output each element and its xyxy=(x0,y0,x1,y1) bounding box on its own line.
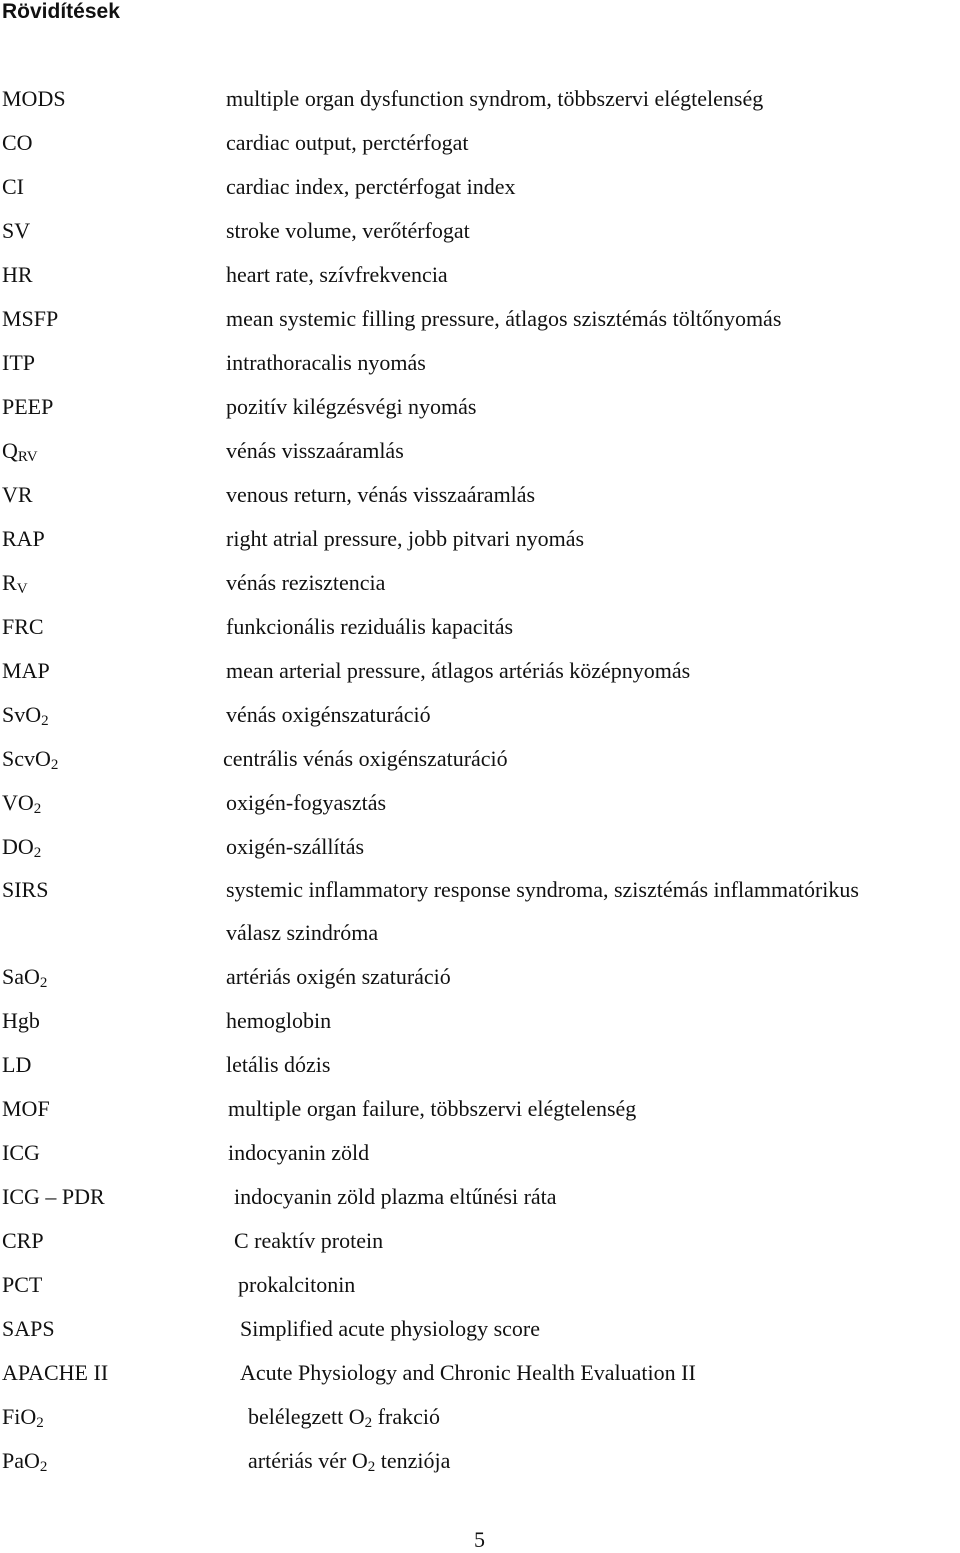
abbreviation-text: PCT xyxy=(2,1272,43,1297)
definition-text: artériás oxigén szaturáció xyxy=(226,964,451,989)
definition-text: indocyanin zöld plazma eltűnési ráta xyxy=(234,1184,557,1209)
abbreviation xyxy=(2,746,58,772)
definition-text: belélegzett O xyxy=(248,1404,365,1429)
definition xyxy=(226,262,448,288)
definition xyxy=(226,306,781,332)
abbreviation xyxy=(2,438,38,464)
abbreviation xyxy=(2,1316,55,1342)
abbreviation-text: PEEP xyxy=(2,394,54,419)
abbreviation xyxy=(2,174,24,200)
abbreviation-text: MODS xyxy=(2,86,66,111)
abbreviation-text: CRP xyxy=(2,1228,44,1253)
abbreviation-text: APACHE II xyxy=(2,1360,109,1385)
abbreviation-text: VO xyxy=(2,790,34,815)
definition-text: hemoglobin xyxy=(226,1008,332,1033)
abbreviation xyxy=(2,1272,42,1298)
abbreviation xyxy=(2,218,30,244)
definition xyxy=(226,130,468,156)
abbreviation-text: SV xyxy=(2,218,31,243)
definition-text: oxigén-szállítás xyxy=(226,834,365,859)
abbreviation-text: ScvO xyxy=(2,746,51,771)
abbreviation-subscript: 2 xyxy=(33,845,42,861)
abbreviation xyxy=(2,614,44,640)
definition-text: vénás visszaáramlás xyxy=(226,438,404,463)
abbreviation-text: ITP xyxy=(2,350,35,375)
abbreviation-text: Q xyxy=(2,438,18,463)
definition xyxy=(226,570,385,596)
abbreviation-text: ICG xyxy=(2,1140,40,1165)
definition xyxy=(238,1272,355,1298)
definition xyxy=(248,1448,450,1474)
abbreviation-text: MOF xyxy=(2,1096,50,1121)
definition xyxy=(226,174,516,200)
abbreviation xyxy=(2,1096,50,1122)
abbreviation-text: RAP xyxy=(2,526,45,551)
abbreviation-text: SaO xyxy=(2,964,40,989)
abbreviation xyxy=(2,306,58,332)
definition xyxy=(226,790,386,816)
abbreviation-subscript: 2 xyxy=(41,713,49,729)
definition-text: letális dózis xyxy=(226,1052,331,1077)
definition xyxy=(226,86,763,112)
definition-text: mean systemic filling pressure, átlagos szisztémás töltőnyomás xyxy=(226,306,782,331)
abbreviation xyxy=(2,1140,40,1166)
abbreviation-text: CO xyxy=(2,130,33,155)
abbreviation xyxy=(2,877,48,903)
definition xyxy=(226,1008,331,1034)
definition xyxy=(234,1228,383,1254)
abbreviation-text: SAPS xyxy=(2,1316,55,1341)
definition xyxy=(226,394,477,420)
definition-text: venous return, vénás visszaáramlás xyxy=(226,482,536,507)
abbreviation xyxy=(2,394,53,420)
abbreviation xyxy=(2,1228,44,1254)
definition-text-after: frakció xyxy=(372,1404,440,1429)
abbreviation xyxy=(2,526,45,552)
abbreviation-text: LD xyxy=(2,1052,32,1077)
definition-text: Acute Physiology and Chronic Health Evaluation II xyxy=(240,1360,696,1385)
definition-text: multiple organ dysfunction syndrom, többszervi elégtelenség xyxy=(226,86,764,111)
abbreviation xyxy=(2,130,33,156)
definition-continuation: válasz szindróma xyxy=(226,920,379,945)
abbreviation-text: SvO xyxy=(2,702,42,727)
definition-text: C reaktív protein xyxy=(234,1228,384,1253)
abbreviation-text: PaO xyxy=(2,1448,40,1473)
abbreviation-text: FRC xyxy=(2,614,44,639)
abbreviation xyxy=(2,570,28,596)
definition-text: systemic inflammatory response syndroma, szisztémás inflammatórikus xyxy=(226,877,859,902)
definition xyxy=(226,218,470,244)
definition xyxy=(226,702,431,728)
definition-text: Simplified acute physiology score xyxy=(240,1316,540,1341)
abbreviation-text: VR xyxy=(2,482,33,507)
abbreviation xyxy=(2,834,41,860)
abbreviation-text: FiO xyxy=(2,1404,37,1429)
abbreviation-text: ICG – PDR xyxy=(2,1184,105,1209)
definition-subscript: 2 xyxy=(367,1459,376,1475)
definition xyxy=(226,482,535,508)
abbreviation-text: CI xyxy=(2,174,24,199)
abbreviation-subscript: V xyxy=(16,581,28,597)
definition-text: cardiac output, perctérfogat xyxy=(226,130,469,155)
definition-text: indocyanin zöld xyxy=(228,1140,370,1165)
definition xyxy=(226,877,859,903)
abbreviation xyxy=(2,658,50,684)
definition xyxy=(226,964,451,990)
abbreviation xyxy=(2,350,35,376)
definition-text: centrális vénás oxigénszaturáció xyxy=(223,746,508,771)
abbreviation-text: Hgb xyxy=(2,1008,40,1033)
abbreviation-text: HR xyxy=(2,262,33,287)
definition-text: multiple organ failure, többszervi elégtelenség xyxy=(228,1096,637,1121)
abbreviation-subscript: 2 xyxy=(36,1415,44,1431)
abbreviation xyxy=(2,86,66,112)
definition xyxy=(228,1140,369,1166)
definition xyxy=(234,1184,557,1210)
abbreviation xyxy=(2,1448,47,1474)
abbreviation xyxy=(2,1052,31,1078)
definition-subscript: 2 xyxy=(364,1415,373,1431)
definition xyxy=(226,614,513,640)
definition-text: right atrial pressure, jobb pitvari nyomás xyxy=(226,526,585,551)
definition-text-after: tenziója xyxy=(375,1448,451,1473)
definition-text: intrathoracalis nyomás xyxy=(226,350,426,375)
abbreviation-subscript: 2 xyxy=(39,975,48,991)
section-title: Rövidítések xyxy=(2,0,120,23)
abbreviation-subscript: RV xyxy=(17,449,38,465)
definition xyxy=(226,438,404,464)
definition xyxy=(226,350,426,376)
abbreviation-subscript: 2 xyxy=(50,757,59,773)
definition-text: mean arterial pressure, átlagos artériás középnyomás xyxy=(226,658,691,683)
abbreviation-text: DO xyxy=(2,834,34,859)
abbreviation xyxy=(2,482,33,508)
definition xyxy=(226,1052,330,1078)
abbreviation xyxy=(2,1008,40,1034)
definition xyxy=(226,834,364,860)
definition-text: cardiac index, perctérfogat index xyxy=(226,174,516,199)
abbreviation xyxy=(2,702,49,728)
abbreviation-subscript: 2 xyxy=(33,801,42,817)
abbreviation xyxy=(2,964,47,990)
definition xyxy=(228,1096,636,1122)
definition xyxy=(226,658,690,684)
definition xyxy=(240,1360,696,1386)
definition-text: stroke volume, verőtérfogat xyxy=(226,218,470,243)
abbreviation xyxy=(2,790,41,816)
page-number: 5 xyxy=(474,1527,485,1552)
abbreviation-text: MAP xyxy=(2,658,50,683)
definition xyxy=(248,1404,440,1430)
definition xyxy=(223,746,508,772)
definition-text: vénás oxigénszaturáció xyxy=(226,702,431,727)
definition-text: heart rate, szívfrekvencia xyxy=(226,262,448,287)
abbreviation-text: SIRS xyxy=(2,877,49,902)
abbreviation-text: MSFP xyxy=(2,306,59,331)
abbreviation xyxy=(2,1360,108,1386)
definition-text: prokalcitonin xyxy=(238,1272,356,1297)
abbreviation-subscript: 2 xyxy=(39,1459,48,1475)
definition-text: oxigén-fogyasztás xyxy=(226,790,387,815)
definition xyxy=(226,526,584,552)
abbreviation-text: R xyxy=(2,570,17,595)
definition xyxy=(240,1316,540,1342)
definition-text: artériás vér O xyxy=(248,1448,368,1473)
definition-text: pozitív kilégzésvégi nyomás xyxy=(226,394,477,419)
definition-text: funkcionális reziduális kapacitás xyxy=(226,614,514,639)
abbreviation xyxy=(2,262,33,288)
abbreviation xyxy=(2,1404,44,1430)
abbreviation xyxy=(2,1184,105,1210)
definition-text: vénás rezisztencia xyxy=(226,570,386,595)
